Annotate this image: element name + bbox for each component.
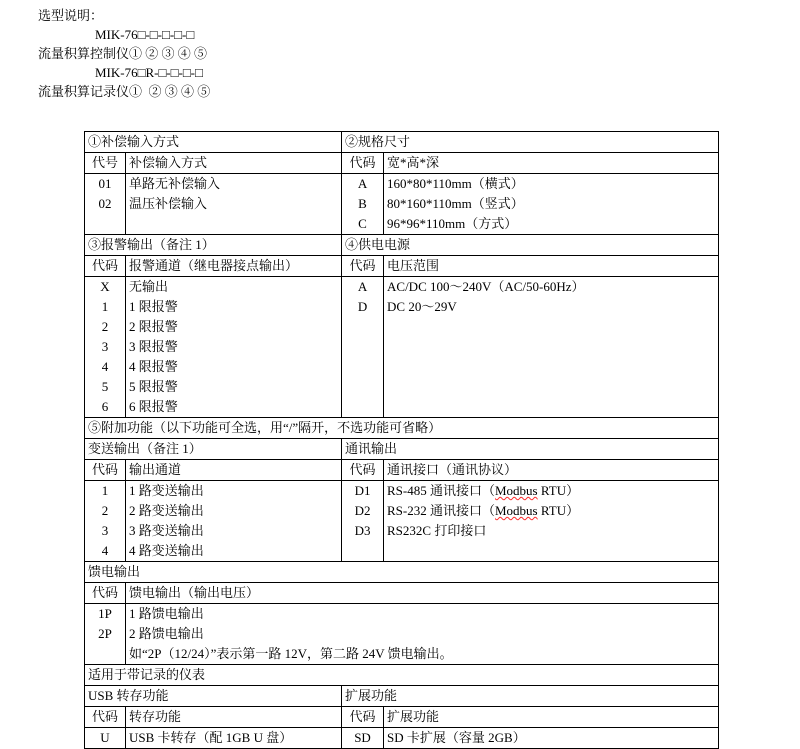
s7-codes [342, 481, 384, 562]
s10-desc: USB 卡转存（配 1GB U 盘） [126, 728, 342, 749]
s1-desc-header: 补偿输入方式 [126, 153, 342, 174]
s2-desc: 160*80*110mm（横式） [387, 176, 524, 191]
s1-code: 02 [98, 196, 112, 211]
recorder-label: 流量积算记录仪① ② ③ ④ ⑤ [38, 84, 211, 99]
section-title-recorder-only: 适用于带记录的仪表 [85, 665, 719, 686]
s1-descs [126, 174, 342, 235]
s7-desc: RS-232 通讯接口（Modbus RTU） [387, 503, 580, 518]
s10-code: U [85, 728, 126, 749]
s8-desc: 2 路馈电输出 [129, 626, 204, 641]
s7-code: D2 [354, 503, 371, 518]
s6-desc: 3 路变送输出 [129, 523, 204, 538]
s11-code: SD [342, 728, 384, 749]
s2-desc-header: 宽*高*深 [384, 153, 719, 174]
s7-code: D3 [354, 523, 371, 538]
s3-code: 5 [101, 379, 109, 394]
s1-desc: 单路无补偿输入 [129, 176, 221, 191]
s3-codes [85, 277, 126, 418]
s2-desc: 80*160*110mm（竖式） [387, 196, 524, 211]
s3-desc: 无输出 [129, 279, 169, 294]
doc-title: 选型说明： [38, 8, 104, 23]
s6-code-header: 代码 [85, 460, 126, 481]
s11-code-header: 代码 [342, 707, 384, 728]
s3-desc: 5 限报警 [129, 379, 178, 394]
s3-desc: 2 限报警 [129, 319, 178, 334]
s7-code-header: 代码 [342, 460, 384, 481]
s2-code: A [357, 176, 368, 191]
s3-code-header: 代码 [85, 256, 126, 277]
s8-codes [85, 604, 126, 665]
section-title-expansion: 扩展功能 [342, 686, 719, 707]
section-title-dimensions: ②规格尺寸 [342, 132, 719, 153]
s6-code: 4 [101, 543, 109, 558]
s3-desc: 6 限报警 [129, 399, 178, 414]
s1-code: 01 [98, 176, 112, 191]
controller-model-code: MIK-76□-□-□-□-□ [95, 27, 195, 42]
s3-code: 2 [101, 319, 109, 334]
s6-desc: 1 路变送输出 [129, 483, 204, 498]
s6-desc: 2 路变送输出 [129, 503, 204, 518]
s10-code-header: 代码 [85, 707, 126, 728]
s4-desc-header: 电压范围 [384, 256, 719, 277]
s8-desc-note: 如“2P（12/24）”表示第一路 12V，第二路 24V 馈电输出。 [129, 646, 453, 661]
controller-label: 流量积算控制仪① ② ③ ④ ⑤ [38, 46, 208, 61]
s4-descs [384, 277, 719, 418]
spellcheck-underlined-word: Modbus [495, 483, 538, 498]
s6-code: 3 [101, 523, 109, 538]
s3-code: X [100, 279, 110, 294]
spellcheck-underlined-word: Modbus [495, 503, 538, 518]
s8-descs [126, 604, 719, 665]
s3-desc-header: 报警通道（继电器接点输出） [126, 256, 342, 277]
section-title-usb-transfer: USB 转存功能 [85, 686, 342, 707]
s4-codes [342, 277, 384, 418]
s1-desc [129, 214, 338, 234]
s2-codes [342, 174, 384, 235]
s6-codes [85, 481, 126, 562]
s6-code: 2 [101, 503, 109, 518]
s7-desc: RS232C 打印接口 [387, 523, 487, 538]
s10-desc-header: 转存功能 [126, 707, 342, 728]
s6-descs [126, 481, 342, 562]
s4-code: D [357, 299, 368, 314]
model-selection-table [84, 131, 719, 749]
s8-code [86, 644, 124, 664]
s1-code [86, 214, 124, 234]
section-title-additional-functions: ⑤附加功能（以下功能可全选，用“/”隔开，不选功能可省略） [85, 418, 719, 439]
s4-code-header: 代码 [342, 256, 384, 277]
section-title-transmit-output: 变送输出（备注 1） [85, 439, 342, 460]
s6-code: 1 [101, 483, 109, 498]
s1-code-header: 代号 [85, 153, 126, 174]
s6-desc-header: 输出通道 [126, 460, 342, 481]
s11-desc-header: 扩展功能 [384, 707, 719, 728]
s2-desc: 96*96*110mm（方式） [387, 216, 518, 231]
s3-desc: 1 限报警 [129, 299, 178, 314]
s8-desc-header: 馈电输出（输出电压） [126, 583, 719, 604]
s4-desc: AC/DC 100～240V（AC/50-60Hz） [387, 279, 585, 294]
s2-code: C [358, 216, 367, 231]
s3-code: 6 [101, 399, 109, 414]
s8-code: 2P [98, 626, 112, 641]
s3-desc: 3 限报警 [129, 339, 178, 354]
s1-codes [85, 174, 126, 235]
s3-code: 1 [101, 299, 109, 314]
s3-desc: 4 限报警 [129, 359, 178, 374]
s7-desc-header: 通讯接口（通讯协议） [384, 460, 719, 481]
s4-desc: DC 20～29V [387, 299, 457, 314]
document-header [0, 0, 800, 101]
s7-desc: RS-485 通讯接口（Modbus RTU） [387, 483, 580, 498]
s3-descs [126, 277, 342, 418]
s8-code-header: 代码 [85, 583, 126, 604]
s6-desc: 4 路变送输出 [129, 543, 204, 558]
s1-desc: 温压补偿输入 [129, 196, 208, 211]
recorder-model-code: MIK-76□R-□-□-□-□ [95, 65, 203, 80]
section-title-compensation-input: ①补偿输入方式 [85, 132, 342, 153]
s2-descs [384, 174, 719, 235]
s11-desc: SD 卡扩展（容量 2GB） [384, 728, 719, 749]
section-title-alarm-output: ③报警输出（备注 1） [85, 235, 342, 256]
s3-code: 3 [101, 339, 109, 354]
section-title-comm-output: 通讯输出 [342, 439, 719, 460]
s7-code: D1 [354, 483, 371, 498]
s8-code: 1P [98, 606, 112, 621]
section-title-feed-output: 馈电输出 [85, 562, 719, 583]
s2-code-header: 代码 [342, 153, 384, 174]
s2-code: B [358, 196, 367, 211]
s8-desc: 1 路馈电输出 [129, 606, 204, 621]
section-title-power-supply: ④供电电源 [342, 235, 719, 256]
s4-code: A [357, 279, 368, 294]
s7-descs [384, 481, 719, 562]
s3-code: 4 [101, 359, 109, 374]
